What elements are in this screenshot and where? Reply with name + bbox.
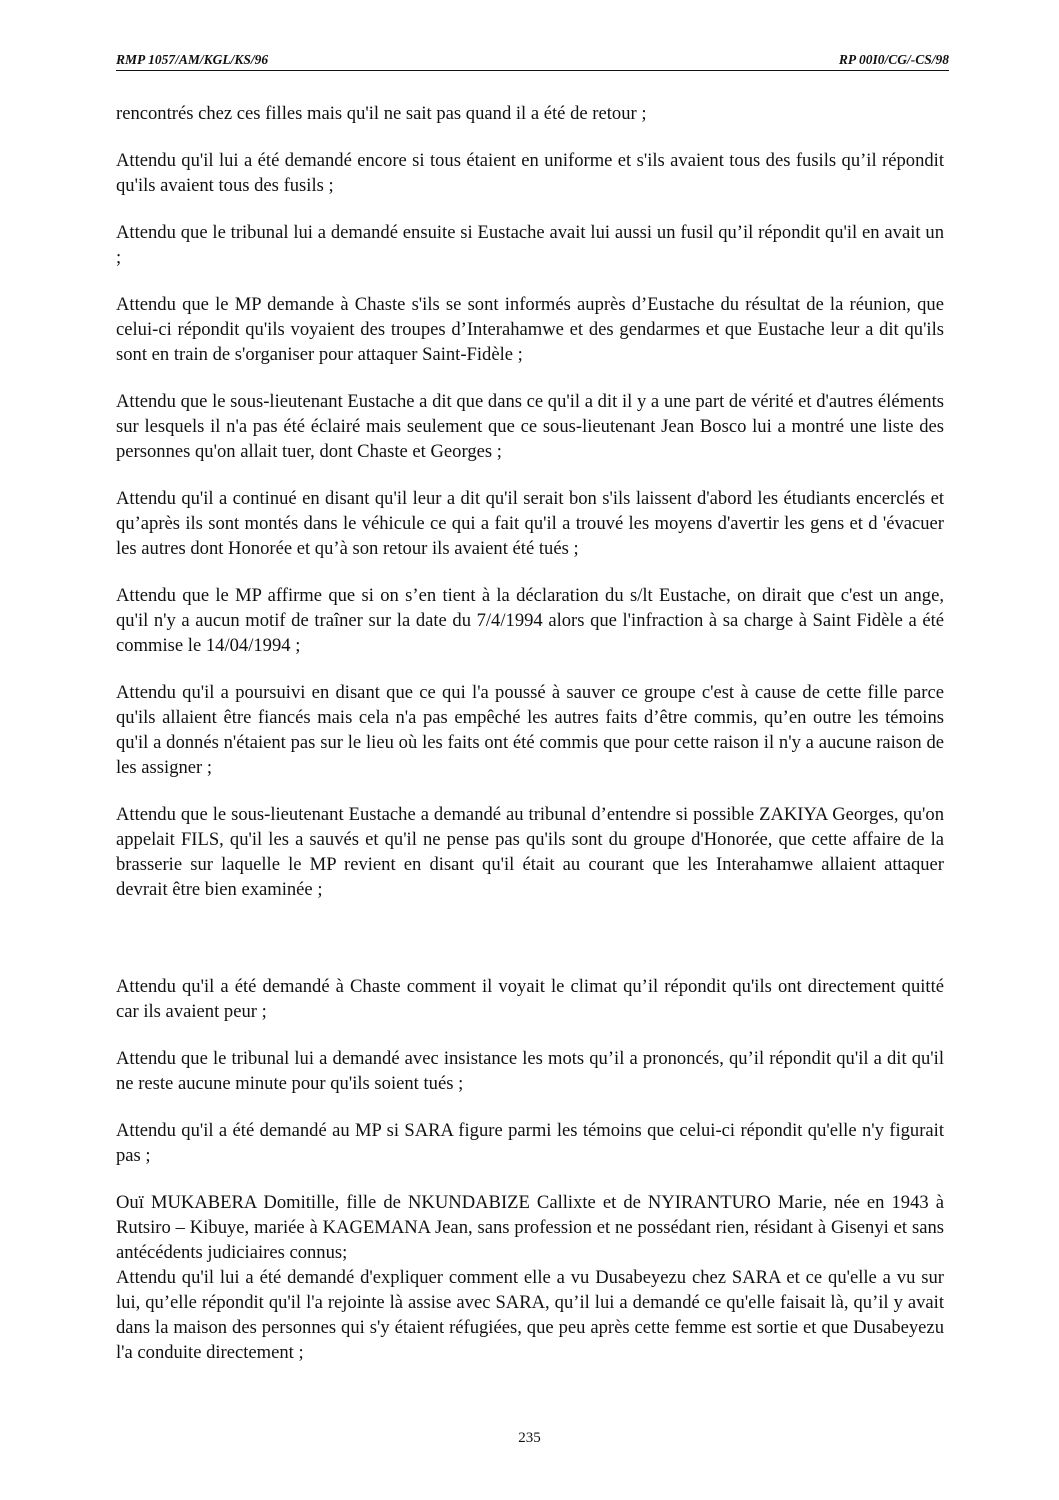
paragraph: Attendu que le tribunal lui a demandé avec insistance les mots qu’il a prononcés, qu’il répondit qu'il a dit qu'il ne reste aucune minute pour qu'ils soient tués ;	[116, 1048, 944, 1094]
paragraph: Attendu que le sous-lieutenant Eustache a demandé au tribunal d’entendre si possible ZAKIYA Georges, qu'on appelait FILS, qu'il les a sauvés et qu'il ne pense pas qu'ils sont du groupe d'Honorée, que cette affaire de la brasserie sur laquelle le MP revient en disant qu'il était au courant que les Interahamwe allaient attaquer devrait être bien examinée ;	[116, 804, 944, 900]
page-header	[116, 52, 949, 71]
paragraph: Attendu que le sous-lieutenant Eustache a dit que dans ce qu'il a dit il y a une part de vérité et d'autres éléments sur lesquels il n'a pas été éclairé mais seulement que ce sous-lieutenant Jean Bosco lui a montré une liste des personnes qu'on allait tuer, dont Chaste et Georges ;	[116, 391, 944, 462]
paragraph: Attendu qu'il a continué en disant qu'il leur a dit qu'il serait bon s'ils laissent d'abord les étudiants encerclés et qu’après ils sont montés dans le véhicule ce qui a fait qu'il a trouvé les moyens d'avertir les gens et d 'évacuer les autres dont Honorée et qu’à son retour ils avaient été tués ;	[116, 488, 944, 559]
case-reference-right: RP 00I0/CG/-CS/98	[838, 52, 949, 67]
paragraph: Attendu qu'il a été demandé à Chaste comment il voyait le climat qu’il répondit qu'ils ont directement quitté car ils avaient peur ;	[116, 976, 944, 1022]
document-body	[116, 101, 944, 1387]
paragraph: rencontrés chez ces filles mais qu'il ne sait pas quand il a été de retour ;	[116, 103, 647, 124]
paragraph: Attendu qu'il a poursuivi en disant que ce qui l'a poussé à sauver ce groupe c'est à cause de cette fille parce qu'ils allaient être fiancés mais cela n'a pas empêché les autres faits d’être commis, qu’en outre les témoins qu'il a donnés n'étaient pas sur le lieu où les faits ont été commis que pour cette raison il n'y a aucune raison de les assigner ;	[116, 682, 944, 778]
paragraph: Attendu que le tribunal lui a demandé ensuite si Eustache avait lui aussi un fusil qu’il répondit qu'il en avait un ;	[116, 222, 944, 268]
paragraph: Attendu que le MP demande à Chaste s'ils se sont informés auprès d’Eustache du résultat de la réunion, que celui-ci répondit qu'ils voyaient des troupes d’Interahamwe et des gendarmes et que Eustache leur a dit qu'ils sont en train de s'organiser pour attaquer Saint-Fidèle ;	[116, 294, 944, 365]
page-number: 235	[518, 1430, 541, 1446]
paragraph: Attendu qu'il a été demandé au MP si SARA figure parmi les témoins que celui-ci répondit qu'elle n'y figurait pas ;	[116, 1120, 944, 1166]
paragraph: Attendu qu'il lui a été demandé d'expliquer comment elle a vu Dusabeyezu chez SARA et ce qu'elle a vu sur lui, qu’elle répondit qu'il l'a rejointe là assise avec SARA, qu’il lui a demandé ce qu'elle faisait là, qu’il y avait dans la maison des personnes qui s'y étaient réfugiées, que peu après cette femme est sortie et que Dusabeyezu l'a conduite directement ;	[116, 1267, 944, 1363]
paragraph: Attendu qu'il lui a été demandé encore si tous étaient en uniforme et s'ils avaient tous des fusils qu’il répondit qu'ils avaient tous des fusils ;	[116, 150, 944, 196]
paragraph: Attendu que le MP affirme que si on s’en tient à la déclaration du s/lt Eustache, on dirait que c'est un ange, qu'il n'y a aucun motif de traîner sur la date du 7/4/1994 alors que l'infraction à sa charge à Saint Fidèle a été commise le 14/04/1994 ;	[116, 585, 944, 656]
paragraph: Ouï MUKABERA Domitille, fille de NKUNDABIZE Callixte et de NYIRANTURO Marie, née en 1943 à Rutsiro – Kibuye, mariée à KAGEMANA Jean, sans profession et ne possédant rien, résidant à Gisenyi et sans antécédents judiciaires connus;	[116, 1192, 944, 1263]
blank-space	[116, 924, 944, 952]
case-reference-left: RMP 1057/AM/KGL/KS/96	[116, 52, 269, 67]
